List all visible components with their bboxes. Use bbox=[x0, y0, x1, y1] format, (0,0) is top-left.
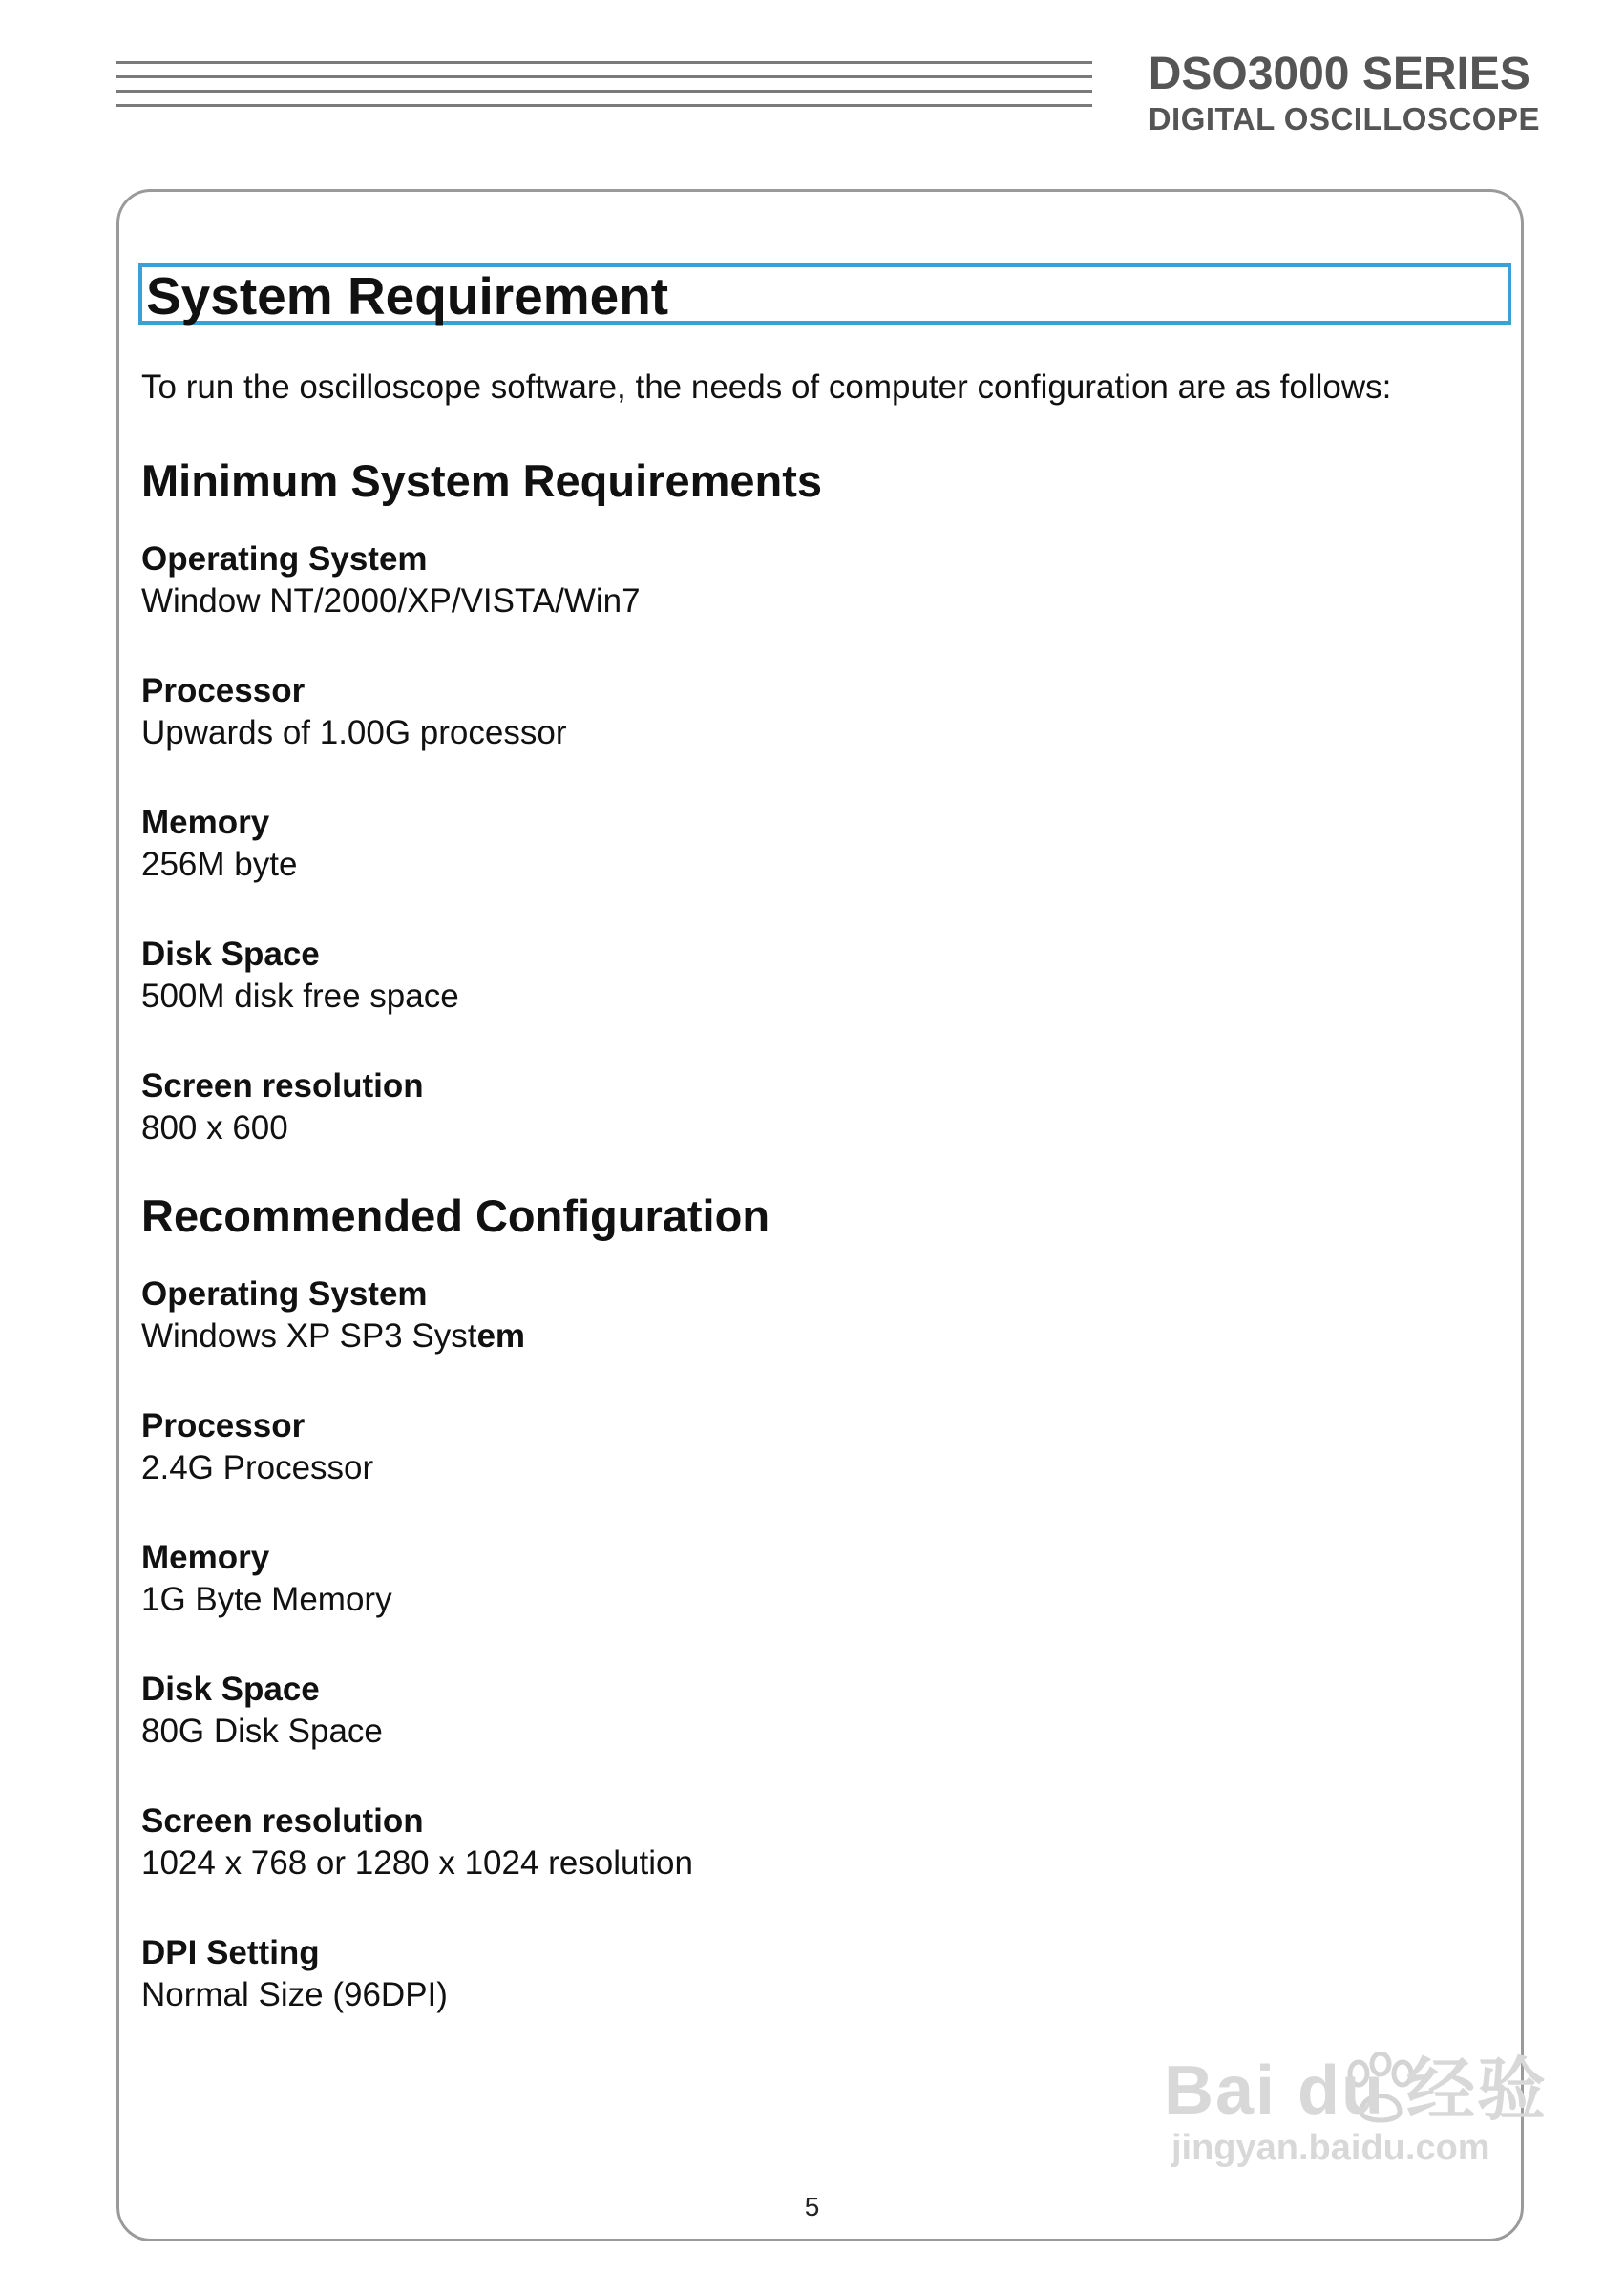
header-series: DSO3000 SERIES bbox=[1148, 49, 1530, 99]
list-item bbox=[141, 1065, 1497, 1149]
item-value: Normal Size (96DPI) bbox=[141, 1976, 448, 2013]
header-title bbox=[1148, 49, 1540, 137]
item-label: Operating System bbox=[141, 540, 428, 578]
watermark-url: jingyan.baidu.com bbox=[1171, 2128, 1490, 2168]
list-item bbox=[141, 1537, 1497, 1621]
item-label: Screen resolution bbox=[141, 1802, 424, 1840]
item-label: Memory bbox=[141, 1539, 270, 1576]
item-label: Memory bbox=[141, 804, 270, 841]
item-value bbox=[141, 1315, 1497, 1357]
header-rule-lines bbox=[116, 61, 1092, 118]
page-content bbox=[141, 359, 1497, 2016]
minimum-heading: Minimum System Requirements bbox=[141, 455, 823, 506]
item-value: 800 x 600 bbox=[141, 1109, 288, 1147]
page-title-box bbox=[138, 263, 1511, 325]
minimum-section bbox=[141, 452, 1497, 1149]
item-label: DPI Setting bbox=[141, 1934, 320, 1971]
item-value: 1024 x 768 or 1280 x 1024 resolution bbox=[141, 1844, 693, 1882]
watermark bbox=[1164, 2052, 1548, 2167]
item-value: Window NT/2000/XP/VISTA/Win7 bbox=[141, 582, 641, 620]
list-item bbox=[141, 1669, 1497, 1753]
list-item bbox=[141, 802, 1497, 886]
page-title: System Requirement bbox=[146, 266, 669, 326]
item-value-plain: Windows XP SP3 Syst bbox=[141, 1317, 477, 1355]
page-number: 5 bbox=[804, 2192, 820, 2221]
item-value: 1G Byte Memory bbox=[141, 1581, 392, 1618]
list-item bbox=[141, 1405, 1497, 1489]
list-item bbox=[141, 538, 1497, 622]
recommended-heading: Recommended Configuration bbox=[141, 1190, 770, 1241]
item-value: Upwards of 1.00G processor bbox=[141, 714, 567, 751]
item-value: 256M byte bbox=[141, 846, 298, 883]
intro-text: To run the oscilloscope software, the needs of computer configuration are as follows: bbox=[141, 368, 1392, 406]
item-label: Disk Space bbox=[141, 936, 320, 973]
watermark-brand: Bai du 经验 bbox=[1163, 2052, 1548, 2129]
list-item bbox=[141, 1800, 1497, 1884]
item-value: 80G Disk Space bbox=[141, 1713, 383, 1750]
item-label: Operating System bbox=[141, 1275, 428, 1313]
item-value: 500M disk free space bbox=[141, 978, 459, 1015]
list-item bbox=[141, 1273, 1497, 1357]
item-value-bold: em bbox=[476, 1317, 526, 1355]
recommended-section bbox=[141, 1188, 1497, 2016]
item-label: Processor bbox=[141, 672, 306, 709]
list-item bbox=[141, 934, 1497, 1018]
item-label: Screen resolution bbox=[141, 1067, 424, 1105]
list-item bbox=[141, 670, 1497, 754]
item-label: Processor bbox=[141, 1407, 306, 1444]
item-value: 2.4G Processor bbox=[141, 1449, 374, 1486]
header-product: DIGITAL OSCILLOSCOPE bbox=[1148, 101, 1540, 137]
list-item bbox=[141, 1932, 1497, 2016]
item-label: Disk Space bbox=[141, 1671, 320, 1708]
